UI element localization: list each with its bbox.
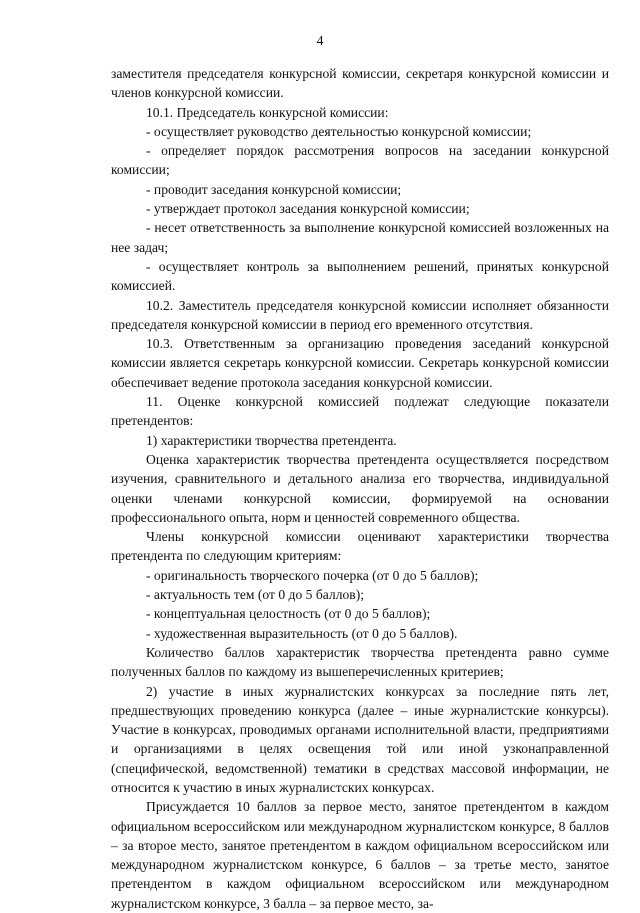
paragraph: - определяет порядок рассмотрения вопросов на заседании конкурсной комиссии; <box>111 143 609 178</box>
paragraph: Члены конкурсной комиссии оценивают характеристики творчества претендента по следующим критериям: <box>111 529 609 564</box>
paragraph: - проводит заседания конкурсной комиссии; <box>146 181 402 197</box>
paragraph: - несет ответственность за выполнение конкурсной комиссией возложенных на нее задач; <box>111 220 609 255</box>
paragraph: Присуждается 10 баллов за первое место, занятое претендентом в каждом официальном всероссийском или международном журналистском конкурсе, 8 баллов – за второе место, занятое претендентом в каждом официальном всероссийском или международном журналистском конкурсе, 6 баллов – за третье место, занятое претендентом в каждом официальном всероссийском или международном журналистском конкурсе, 3 балла – за первое место, за- <box>111 799 609 911</box>
paragraph: 11. Оценке конкурсной комиссией подлежат следующие показатели претендентов: <box>111 394 609 429</box>
page-number: 4 <box>316 34 324 49</box>
paragraph: 2) участие в иных журналистских конкурсах за последние пять лет, предшествующих проведению конкурса (далее – иные журналистские конкурсы). Участие в конкурсах, проводимых органами исполнительной власти, предприятиями и организациями в целях освещения той или иной узконаправленной (специфической, ведомственной) тематики в средствах массовой информации, не относится к участию в иных журналистских конкурсах. <box>111 683 609 795</box>
paragraph: - актуальность тем (от 0 до 5 баллов); <box>146 587 364 603</box>
paragraph: 1) характеристики творчества претендента. <box>146 432 397 448</box>
paragraph: 10.2. Заместитель председателя конкурсной комиссии исполняет обязанности председателя конкурсной комиссии в период его временного отсутствия. <box>111 297 609 332</box>
paragraph: - художественная выразительность (от 0 до 5 баллов). <box>146 625 458 641</box>
paragraph: - оригинальность творческого почерка (от 0 до 5 баллов); <box>146 567 479 583</box>
paragraph: Количество баллов характеристик творчества претендента равно сумме полученных баллов по каждому из вышеперечисленных критериев; <box>111 644 609 680</box>
paragraph: - утверждает протокол заседания конкурсной комиссии; <box>146 201 470 217</box>
paragraph: заместителя председателя конкурсной комиссии, секретаря конкурсной комиссии и членов конкурсной комиссии. <box>111 66 609 101</box>
paragraph: - концептуальная целостность (от 0 до 5 баллов); <box>146 606 431 622</box>
document-body <box>111 64 609 913</box>
paragraph: - осуществляет контроль за выполнением решений, принятых конкурсной комиссией. <box>111 258 609 294</box>
paragraph: 10.3. Ответственным за организацию проведения заседаний конкурсной комиссии является секретарь конкурсной комиссии. Секретарь конкурсной комиссии обеспечивает ведение протокола заседания конкурсной комиссии. <box>111 336 609 390</box>
paragraph: - осуществляет руководство деятельностью конкурсной комиссии; <box>146 123 532 139</box>
paragraph: 10.1. Председатель конкурсной комиссии: <box>146 104 389 120</box>
paragraph: Оценка характеристик творчества претендента осуществляется посредством изучения, сравнительного и детального анализа его творчества, индивидуальной оценки членами конкурсной комиссии, формируемой на основании профессионального опыта, норм и ценностей современного общества. <box>111 451 609 525</box>
